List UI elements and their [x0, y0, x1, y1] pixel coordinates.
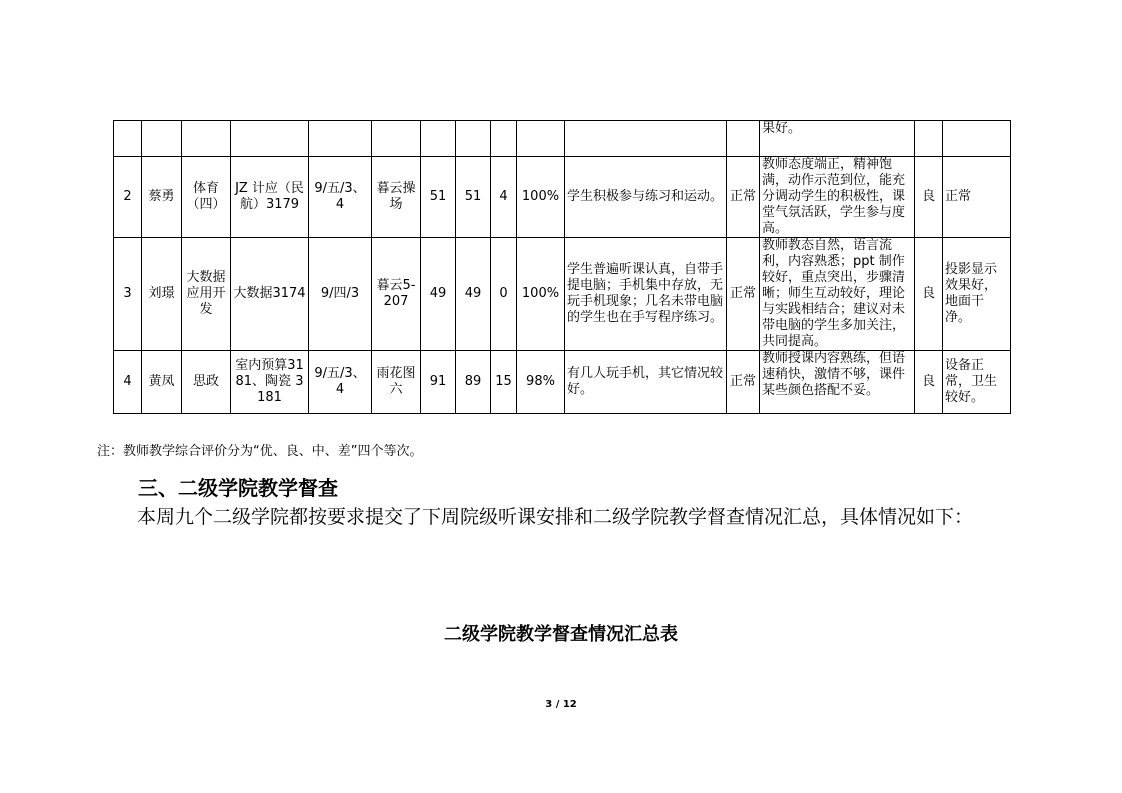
- cell-time: [309, 121, 372, 157]
- cell-env: 投影显示效果好，地面干净。: [943, 238, 1011, 351]
- cell-due: 49: [421, 238, 456, 351]
- cell-student: 学生普遍听课认真，自带手提电脑；手机集中存放，无玩手机现象；几名未带电脑的学生也在手写程序练习。: [565, 238, 727, 351]
- cell-no: 4: [114, 351, 142, 414]
- section-paragraph: 本周九个二级学院都按要求提交了下周院级听课安排和二级学院教学督查情况汇总，具体情况如下：: [137, 506, 974, 528]
- inspection-table: [113, 120, 1011, 414]
- table-row: [114, 238, 1011, 351]
- cell-grade: 良: [915, 157, 943, 238]
- cell-name: [142, 121, 182, 157]
- cell-rate: 100%: [517, 238, 565, 351]
- cell-class: 室内预算3181、陶瓷 3181: [231, 351, 309, 414]
- cell-no: 3: [114, 238, 142, 351]
- cell-absent: 4: [491, 157, 517, 238]
- summary-table-title: 二级学院教学督查情况汇总表: [444, 624, 678, 645]
- cell-order: [727, 121, 760, 157]
- cell-name: 刘璟: [142, 238, 182, 351]
- cell-rate: 98%: [517, 351, 565, 414]
- cell-name: 蔡勇: [142, 157, 182, 238]
- cell-absent: [491, 121, 517, 157]
- cell-teacher: 教师授课内容熟练，但语速稍快，激情不够，课件某些颜色搭配不妥。: [760, 351, 915, 414]
- cell-due: 51: [421, 157, 456, 238]
- cell-actual: 49: [456, 238, 491, 351]
- table-row: [114, 351, 1011, 414]
- cell-class: [231, 121, 309, 157]
- cell-actual: 89: [456, 351, 491, 414]
- cell-teacher: 教师态度端正，精神饱满，动作示范到位，能充分调动学生的积极性，课堂气氛活跃，学生参与度高。: [760, 157, 915, 238]
- section-heading: 三、二级学院教学督查: [138, 476, 338, 500]
- cell-env: [943, 121, 1011, 157]
- cell-env: 设备正常，卫生较好。: [943, 351, 1011, 414]
- cell-course: [182, 121, 231, 157]
- cell-order: 正常: [727, 157, 760, 238]
- cell-course: 大数据应用开发: [182, 238, 231, 351]
- cell-student: [565, 121, 727, 157]
- cell-place: 暮云5-207: [372, 238, 421, 351]
- cell-due: [421, 121, 456, 157]
- cell-grade: [915, 121, 943, 157]
- cell-time: 9/五/3、4: [309, 157, 372, 238]
- cell-grade: 良: [915, 351, 943, 414]
- cell-absent: 15: [491, 351, 517, 414]
- cell-actual: [456, 121, 491, 157]
- cell-time: 9/五/3、4: [309, 351, 372, 414]
- cell-teacher: 果好。: [760, 121, 915, 157]
- cell-rate: [517, 121, 565, 157]
- cell-grade: 良: [915, 238, 943, 351]
- evaluation-note: 注：教师教学综合评价分为“优、良、中、差”四个等次。: [97, 444, 423, 459]
- cell-due: 91: [421, 351, 456, 414]
- cell-course: 思政: [182, 351, 231, 414]
- cell-student: 学生积极参与练习和运动。: [565, 157, 727, 238]
- cell-env: 正常: [943, 157, 1011, 238]
- cell-course: 体育（四）: [182, 157, 231, 238]
- cell-class: JZ 计应（民航）3179: [231, 157, 309, 238]
- cell-time: 9/四/3: [309, 238, 372, 351]
- cell-name: 黄凤: [142, 351, 182, 414]
- table-row: [114, 157, 1011, 238]
- cell-no: [114, 121, 142, 157]
- cell-place: 暮云操场: [372, 157, 421, 238]
- page-number: 3 / 12: [545, 699, 577, 710]
- cell-actual: 51: [456, 157, 491, 238]
- cell-class: 大数据3174: [231, 238, 309, 351]
- cell-rate: 100%: [517, 157, 565, 238]
- cell-no: 2: [114, 157, 142, 238]
- cell-order: 正常: [727, 351, 760, 414]
- cell-place: [372, 121, 421, 157]
- table-row: [114, 121, 1011, 157]
- cell-order: 正常: [727, 238, 760, 351]
- cell-student: 有几人玩手机，其它情况较好。: [565, 351, 727, 414]
- cell-teacher: 教师教态自然，语言流利，内容熟悉；ppt 制作较好，重点突出，步骤清晰；师生互动较好，理论与实践相结合；建议对未带电脑的学生多加关注，共同提高。: [760, 238, 915, 351]
- cell-absent: 0: [491, 238, 517, 351]
- cell-place: 雨花图六: [372, 351, 421, 414]
